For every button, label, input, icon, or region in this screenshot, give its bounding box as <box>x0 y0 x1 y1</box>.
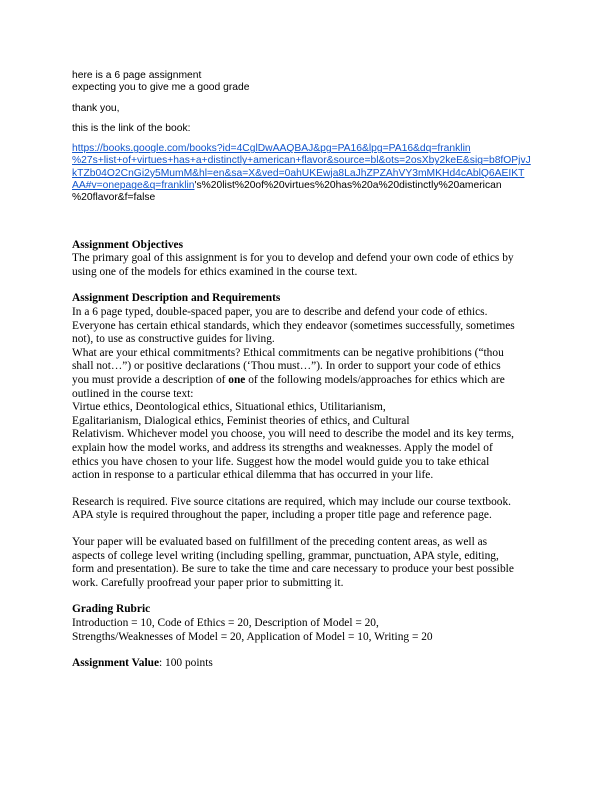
rubric-line: Introduction = 10, Code of Ethics = 20, Description of Model = 20, <box>72 616 379 629</box>
book-link-part-2[interactable]: %27s+list+of+virtues+has+a+distinctly+american+flavor&source=bl&ots=2osXby2keE&sig=b8fOPjvJ <box>72 155 531 167</box>
description-line: Egalitarianism, Dialogical ethics, Feminist theories of ethics, and Cultural <box>72 414 410 427</box>
link-tail-text-2: %20flavor&f=false <box>72 192 156 204</box>
book-link-part-4[interactable]: AA#v=onepage&q=franklin <box>72 180 195 192</box>
research-section <box>72 496 542 523</box>
description-line: explain how the model works, and address its strengths and weaknesses. Apply the model of <box>72 441 493 454</box>
description-line: Virtue ethics, Deontological ethics, Situational ethics, Utilitarianism, <box>72 401 386 414</box>
evaluation-line: work. Carefully proofread your paper prior to submitting it. <box>72 576 344 589</box>
description-line: What are your ethical commitments? Ethical commitments can be negative prohibitions (“thou <box>72 346 504 359</box>
description-line: Relativism. Whichever model you choose, you will need to describe the model and its key terms, <box>72 428 515 441</box>
link-intro-line: this is the link of the book: <box>72 122 191 134</box>
description-line: Everyone has certain ethical standards, which they endeavor (sometimes successfully, sometimes <box>72 319 515 332</box>
evaluation-section <box>72 536 542 590</box>
intro-line-1: here is a 6 page assignment <box>72 70 202 81</box>
objectives-heading: Assignment Objectives <box>72 238 184 251</box>
evaluation-line: Your paper will be evaluated based on fulfillment of the preceding content areas, as well as <box>72 535 488 548</box>
rubric-line: Strengths/Weaknesses of Model = 20, Application of Model = 10, Writing = 20 <box>72 630 433 643</box>
description-section <box>72 292 542 482</box>
value-label: Assignment Value <box>72 657 160 670</box>
value-text: : 100 points <box>159 657 213 670</box>
book-link-part-1[interactable]: https://books.google.com/books?id=4CglDwAAQBAJ&pg=PA16&lpg=PA16&dq=franklin <box>72 143 471 155</box>
objectives-section <box>72 239 542 280</box>
objectives-line: The primary goal of this assignment is for you to develop and defend your own code of ethics by <box>72 252 514 265</box>
emphasis-one: one <box>228 374 246 387</box>
description-line: ethics you have chosen to your life. Suggest how the model would guide you to take ethical <box>72 455 490 468</box>
description-line: shall not…”) or positive declarations (‘Thou must…”). In order to support your code of ethics <box>72 360 501 373</box>
intro-line-2: expecting you to give me a good grade <box>72 82 250 94</box>
book-link-block <box>72 143 542 204</box>
evaluation-line: aspects of college level writing (including spelling, grammar, punctuation, APA style, editing, <box>72 549 499 562</box>
research-line: APA style is required throughout the paper, including a proper title page and reference page. <box>72 509 492 522</box>
document-page <box>72 70 542 671</box>
description-line: action in response to a particular ethical dilemma that has occurred in your life. <box>72 469 434 482</box>
description-line: not), to use as constructive guides for living. <box>72 333 275 346</box>
intro-message <box>72 70 542 205</box>
description-line: In a 6 page typed, double-spaced paper, you are to describe and defend your code of ethics. <box>72 306 488 319</box>
assignment-body <box>72 239 542 671</box>
description-heading: Assignment Description and Requirements <box>72 292 281 305</box>
research-line: Research is required. Five source citations are required, which may include our course textbook. <box>72 495 512 508</box>
description-line-provide: you must provide a description of one of the following models/approaches for ethics which are <box>72 374 505 387</box>
rubric-heading: Grading Rubric <box>72 603 151 616</box>
thanks-line: thank you, <box>72 102 120 114</box>
value-section <box>72 657 542 671</box>
objectives-line: using one of the models for ethics examined in the course text. <box>72 265 358 278</box>
evaluation-line: form and presentation). Be sure to take the time and care necessary to produce your best possible <box>72 563 514 576</box>
link-tail-text: 's%20list%20of%20virtues%20has%20a%20distinctly%20american <box>194 180 502 192</box>
book-link-part-3[interactable]: kTZb04O2CnGi2y5MumM&hl=en&sa=X&ved=0ahUKEwja8LaJhZPZAhVY3mMKHd4cAblQ6AEIKT <box>72 167 525 179</box>
description-line: outlined in the course text: <box>72 387 194 400</box>
rubric-section <box>72 603 542 644</box>
